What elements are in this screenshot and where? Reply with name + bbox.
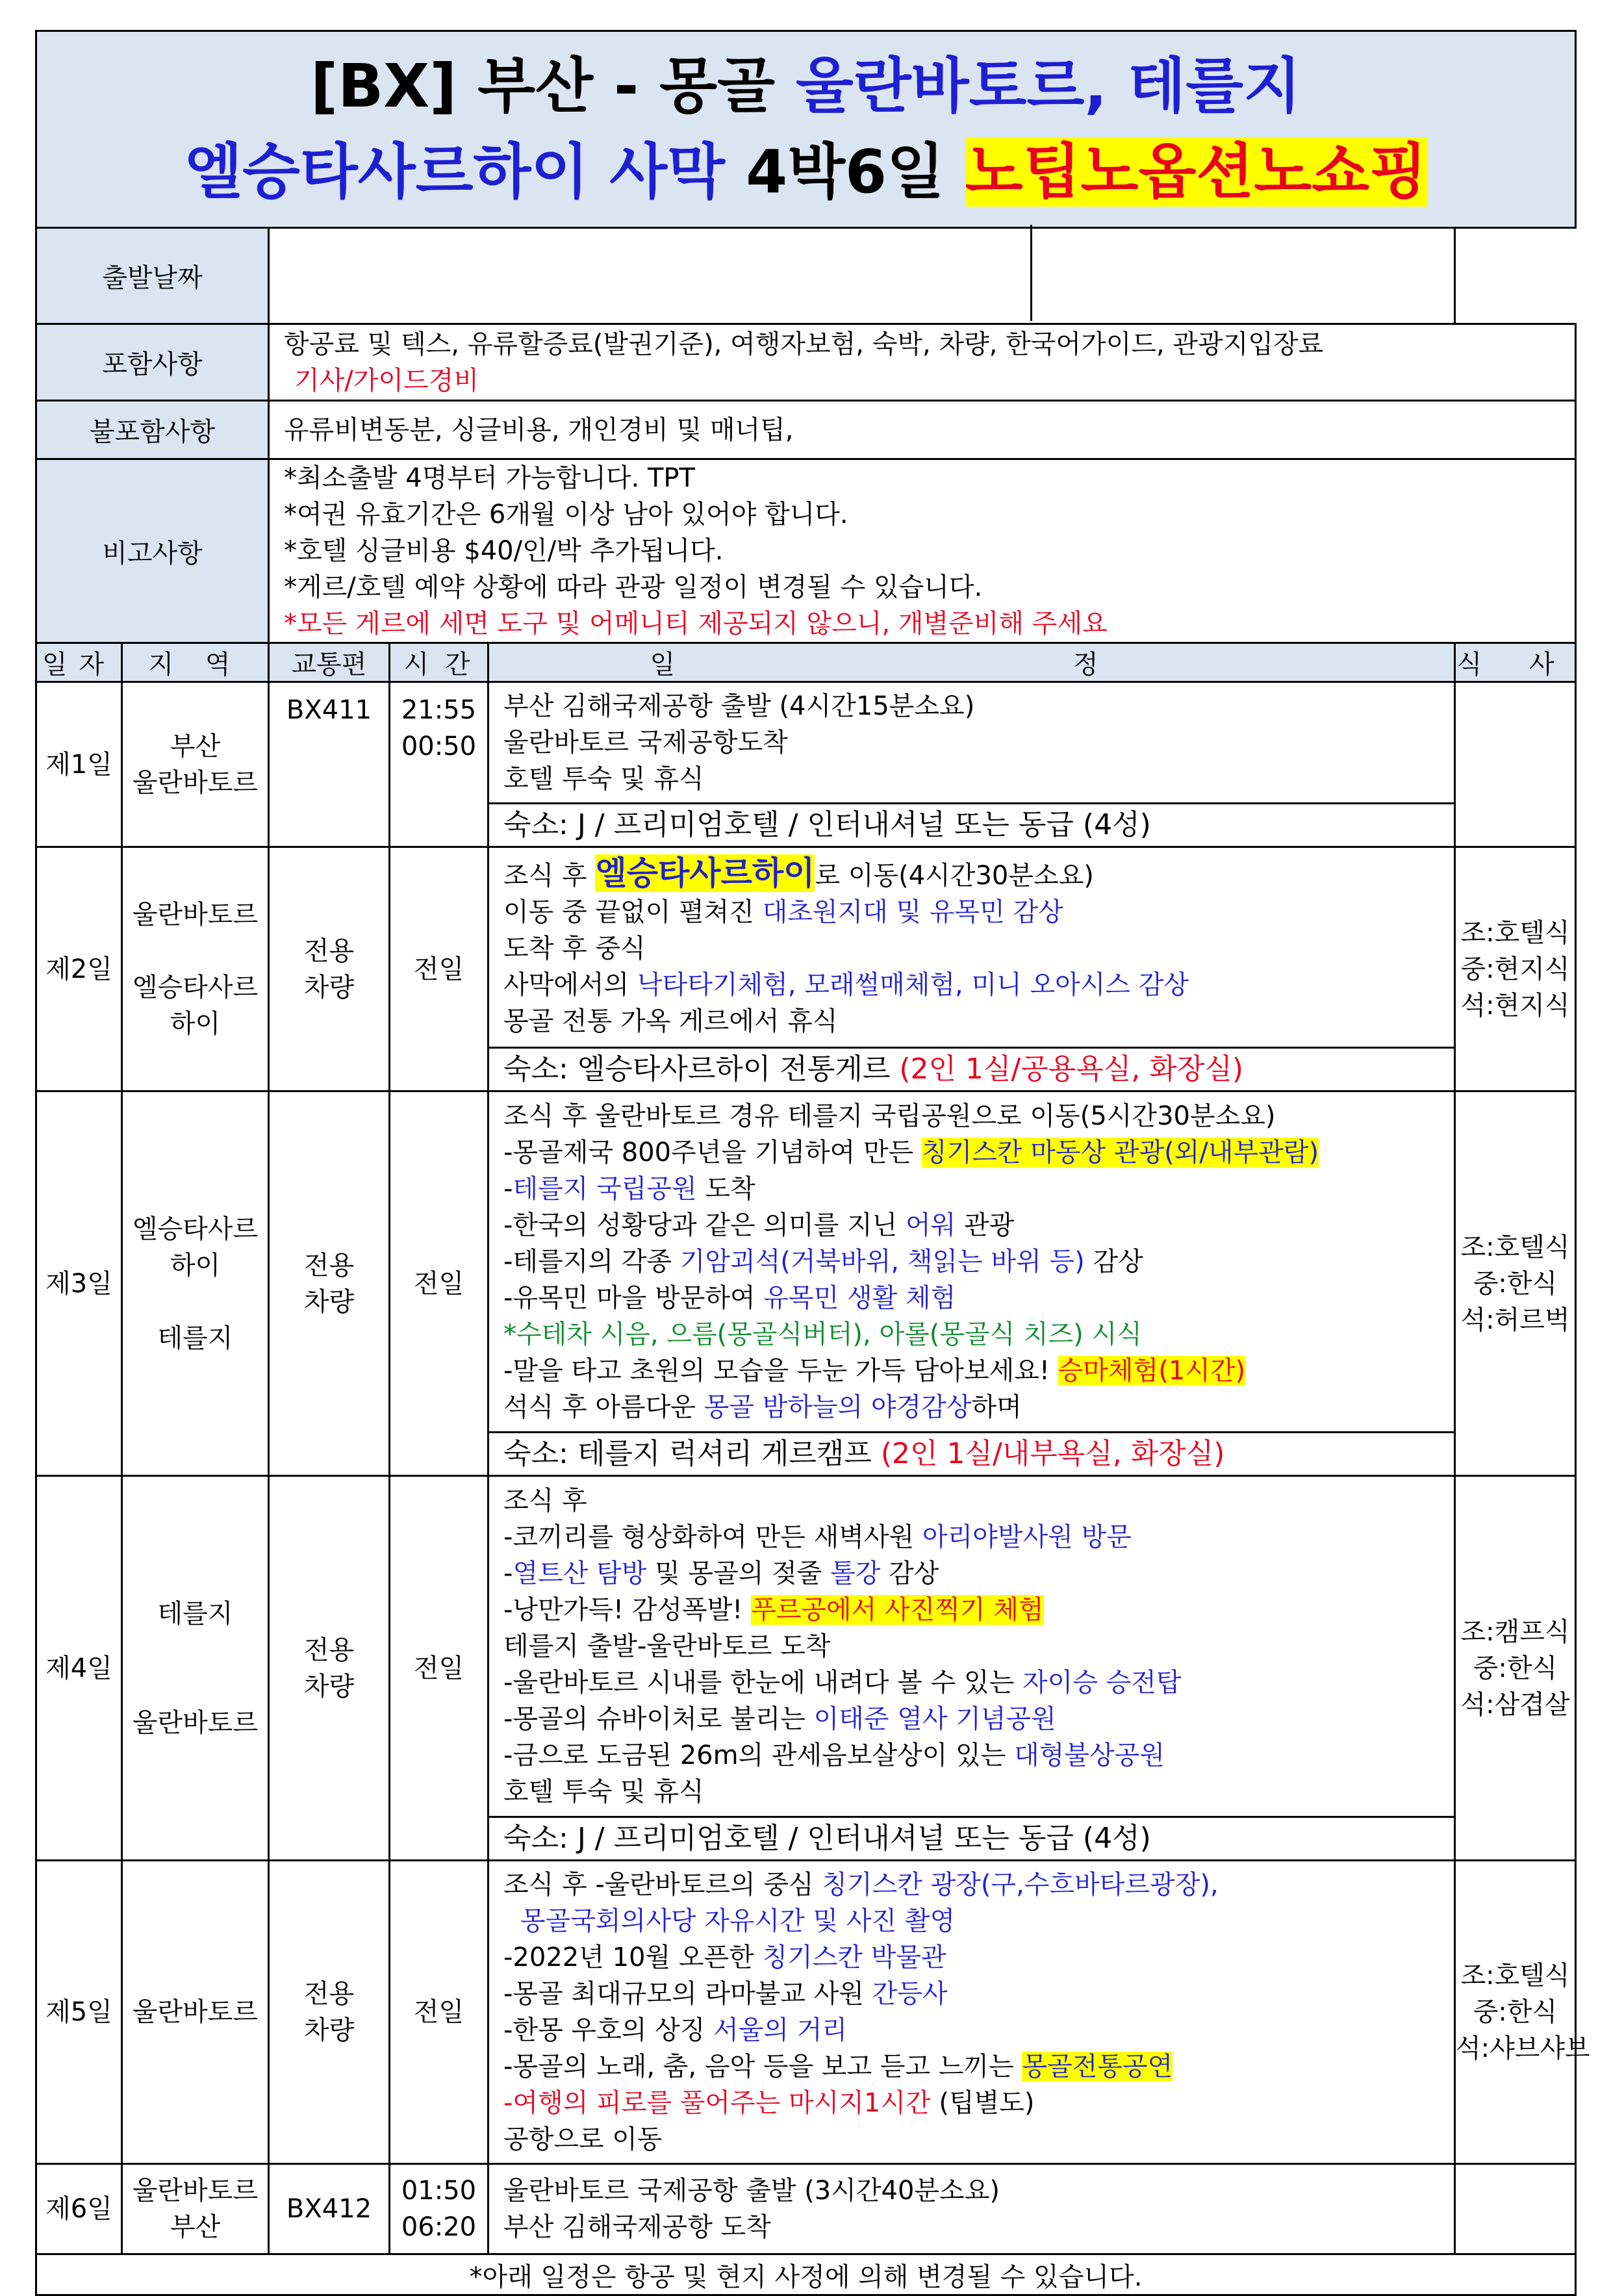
plan-line: 사막에서의 낙타타기체험, 모래썰매체험, 미니 오아시스 감상 [503, 970, 1189, 1000]
day-5-time: 전일 [390, 1861, 488, 2164]
day-3-region-3: 테를지 [157, 1323, 233, 1353]
note-3: *호텔 싱글비용 $40/인/박 추가됩니다. [284, 536, 724, 566]
plan-line: *수테차 시음, 으름(몽골식버터), 아롤(몽골식 치즈) 시식 [503, 1320, 1142, 1349]
plan-line: -여행의 피로를 풀어주는 마시지1시간 (팁별도) [503, 2088, 1035, 2118]
departure-label: 출발날짜 [36, 228, 269, 324]
plan-line: -울란바토르 시내를 한눈에 내려다 볼 수 있는 자이승 승전탑 [503, 1668, 1182, 1698]
day-5-label: 제5일 [36, 1861, 122, 2164]
plan-line: -낭만가득! 감성폭발! 푸르공에서 사진찍기 체험 [503, 1595, 1044, 1625]
day-1-plan [488, 682, 1455, 804]
day-6-time-1: 01:50 [401, 2176, 477, 2206]
day-1-stay: 숙소: J / 프리미엄호텔 / 인터내셔널 또는 동급 (4성) [488, 804, 1455, 847]
plan-line: -테를지의 각종 기암괴석(거북바위, 책읽는 바위 등) 감상 [503, 1247, 1143, 1277]
day-3-transport [269, 1091, 390, 1476]
title-no-tip-badge: 노팁노옵션노쇼핑 [965, 137, 1427, 207]
plan-line: -한몽 우호의 상징 서울의 거리 [503, 2015, 847, 2045]
footer-note: *아래 일정은 항공 및 현지 사정에 의해 변경될 수 있습니다. [36, 2254, 1576, 2295]
note-5-warning: *모든 게르에 세면 도구 및 어메니티 제공되지 않으니, 개별준비해 주세요 [284, 609, 1108, 639]
day-3-time: 전일 [390, 1091, 488, 1476]
plan-line: 호텔 투숙 및 휴식 [503, 764, 704, 794]
day-4-transport-2: 차량 [303, 1671, 355, 1702]
day-6-region-2: 부산 [170, 2212, 221, 2242]
day-1-time-1: 21:55 [401, 695, 477, 725]
meal-lunch: 중:현지식 [1460, 954, 1570, 984]
plan-line: 이동 중 끝없이 펼쳐진 대초원지대 및 유목민 감상 [503, 897, 1063, 927]
day-6-region [122, 2164, 269, 2254]
plan-line: 조식 후 -울란바토르의 중심 칭기스칸 광장(구,수흐바타르광장), [503, 1870, 1219, 1900]
day-2-region-1: 울란바토르 [132, 899, 259, 930]
title-duration: 4박6일 [746, 137, 965, 207]
meal-breakfast: 조:호텔식 [1460, 917, 1570, 948]
day-6-time-2: 06:20 [401, 2212, 477, 2242]
header-schedule: 일 정 [488, 643, 1455, 682]
day-2-region [122, 847, 269, 1091]
meal-lunch: 중:한식 [1473, 1997, 1558, 2027]
day-row [36, 847, 1576, 1048]
day-6-time [390, 2164, 488, 2254]
day-3-stay: 숙소: 테를지 럭셔리 게르캠프 (2인 1실/내부욕실, 화장실) [488, 1433, 1455, 1476]
highlight-desert: 엘승타사르하이 [595, 854, 815, 892]
day-1-meal [1455, 682, 1576, 847]
meal-lunch: 중:한식 [1473, 1268, 1558, 1299]
day-2-transport [269, 847, 390, 1091]
day-3-region-1: 엘승타사르 [132, 1214, 259, 1244]
notes-label: 비고사항 [36, 459, 269, 643]
plan-line: -코끼리를 형상화하여 만든 새벽사원 아리야발사원 방문 [503, 1522, 1132, 1552]
itinerary-sheet [35, 30, 1590, 2296]
excluded-value: 유류비변동분, 싱글비용, 개인경비 및 매너팁, [269, 401, 1576, 459]
day-4-stay: 숙소: J / 프리미엄호텔 / 인터내셔널 또는 동급 (4성) [488, 1817, 1455, 1861]
included-line-2: 기사/가이드경비 [294, 365, 479, 396]
table-header [36, 643, 1576, 682]
header-day: 일자 [36, 643, 122, 682]
header-time: 시 간 [390, 643, 488, 682]
plan-line: -몽골 최대규모의 라마불교 사원 간등사 [503, 1979, 948, 2009]
plan-line: 호텔 투숙 및 휴식 [503, 1777, 704, 1807]
day-2-transport-1: 전용 [303, 936, 355, 966]
note-2: *여권 유효기간은 6개월 이상 남아 있어야 합니다. [284, 500, 848, 529]
day-4-label: 제4일 [36, 1476, 122, 1861]
day-4-transport [269, 1476, 390, 1861]
day-2-time: 전일 [390, 847, 488, 1091]
day-4-region-1: 테를지 [157, 1598, 233, 1629]
day-1-region [122, 682, 269, 847]
meal-dinner: 석:허르벅 [1460, 1305, 1570, 1335]
day-2-label: 제2일 [36, 847, 122, 1091]
plan-line: 몽골 전통 가옥 게르에서 휴식 [503, 1006, 838, 1036]
day-row [36, 2164, 1576, 2254]
day-6-meal [1455, 2164, 1576, 2254]
plan-line: -열트산 탐방 및 몽골의 젖줄 톨강 감상 [503, 1559, 939, 1588]
header-region: 지 역 [122, 643, 269, 682]
day-5-transport-1: 전용 [303, 1979, 355, 2009]
plan-line: 도착 후 중식 [503, 934, 646, 963]
day-1-time-2: 00:50 [401, 732, 477, 761]
included-line-1: 항공료 및 텍스, 유류할증료(발권기준), 여행자보험, 숙박, 차량, 한국어가이드, 관광지입장료 [284, 329, 1324, 359]
plan-line: 조식 후 울란바토르 경유 테를지 국립공원으로 이동(5시간30분소요) [503, 1101, 1276, 1131]
plan-line: 조식 후 [503, 1486, 587, 1516]
day-6-transport: BX412 [269, 2164, 390, 2254]
plan-line: -유목민 마을 방문하여 유목민 생활 체험 [503, 1283, 956, 1313]
plan-line: 몽골국회의사당 자유시간 및 사진 촬영 [520, 1906, 956, 1936]
plan-line: 조식 후 엘승타사르하이로 이동(4시간30분소요) [503, 854, 1094, 892]
header-meal: 식 사 [1455, 643, 1576, 682]
included-value [269, 324, 1576, 401]
day-row [36, 1091, 1576, 1433]
notes-value [269, 459, 1576, 643]
day-1-region-1: 부산 [170, 731, 221, 761]
departure-value-2 [1030, 225, 1575, 321]
meal-lunch: 중:한식 [1473, 1653, 1558, 1683]
plan-line: -몽골의 슈바이처로 불리는 이태준 열사 기념공원 [503, 1704, 1056, 1734]
meal-dinner: 석:현지식 [1460, 990, 1570, 1021]
plan-line: -몽골제국 800주년을 기념하여 만든 칭기스칸 마동상 관광(외/내부관람) [503, 1138, 1319, 1167]
day-6-label: 제6일 [36, 2164, 122, 2254]
day-1-time [390, 682, 488, 847]
plan-line: 석식 후 아름다운 몽골 밤하늘의 야경감상하며 [503, 1392, 1022, 1422]
day-6-region-1: 울란바토르 [132, 2176, 259, 2206]
day-1-label: 제1일 [36, 682, 122, 847]
meal-breakfast: 조:캠프식 [1460, 1616, 1570, 1647]
note-4: *게르/호텔 예약 상황에 따라 관광 일정이 변경될 수 있습니다. [284, 572, 983, 602]
day-3-meal [1455, 1091, 1576, 1476]
day-2-region-2: 엘승타사르 [132, 972, 259, 1002]
meal-dinner: 석:샤브샤브 [1456, 2034, 1590, 2063]
title-prefix: [BX] 부산 - 몽골 [311, 51, 796, 121]
plan-line: 울란바토르 국제공항도착 [503, 728, 788, 758]
day-1-transport: BX411 [269, 682, 390, 847]
day-2-meal [1455, 847, 1576, 1091]
excluded-label: 불포함사항 [36, 401, 269, 459]
plan-line: 테를지 출발-울란바토르 도착 [503, 1631, 831, 1661]
day-4-meal [1455, 1476, 1576, 1861]
plan-line: 부산 김해국제공항 도착 [503, 2212, 771, 2242]
day-3-transport-1: 전용 [303, 1250, 355, 1281]
day-5-meal [1455, 1861, 1590, 2164]
included-label: 포함사항 [36, 324, 269, 401]
day-4-plan [488, 1476, 1455, 1817]
itinerary-table [35, 30, 1590, 2296]
day-3-transport-2: 차량 [303, 1286, 355, 1317]
plan-line: -테를지 국립공원 도착 [503, 1174, 755, 1204]
day-row [36, 682, 1576, 804]
day-4-region-2: 울란바토르 [132, 1707, 259, 1738]
plan-line: 울란바토르 국제공항 출발 (3시간40분소요) [503, 2176, 1000, 2206]
plan-line: -말을 타고 초원의 모습을 두눈 가득 담아보세요! 승마체험(1시간) [503, 1356, 1246, 1386]
day-5-transport-2: 차량 [303, 2015, 355, 2045]
day-3-label: 제3일 [36, 1091, 122, 1476]
day-2-plan [488, 847, 1455, 1048]
day-row [36, 1861, 1576, 2164]
day-3-region-2: 하이 [170, 1250, 221, 1281]
header-transport: 교통편 [269, 643, 390, 682]
meal-dinner: 석:삼겹살 [1460, 1689, 1570, 1720]
day-3-plan [488, 1091, 1455, 1433]
day-2-stay: 숙소: 엘승타사르하이 전통게르 (2인 1실/공용욕실, 화장실) [488, 1048, 1455, 1091]
title-destination: 울란바토르, 테를지 [795, 51, 1301, 121]
day-4-time: 전일 [390, 1476, 488, 1861]
day-2-transport-2: 차량 [303, 972, 355, 1002]
day-4-transport-1: 전용 [303, 1635, 355, 1665]
day-row [36, 1476, 1576, 1817]
plan-line: -금으로 도금된 26m의 관세음보살상이 있는 대형불상공원 [503, 1741, 1165, 1770]
day-5-region: 울란바토르 [122, 1861, 269, 2164]
note-1: *최소출발 4명부터 가능합니다. TPT [284, 463, 695, 493]
day-6-plan [488, 2164, 1455, 2254]
day-1-region-2: 울란바토르 [132, 767, 259, 798]
meal-breakfast: 조:호텔식 [1460, 1232, 1570, 1262]
plan-line: 부산 김해국제공항 출발 (4시간15분소요) [503, 691, 975, 721]
title-desert: 엘승타사르하이 사막 [184, 137, 746, 207]
meal-breakfast: 조:호텔식 [1460, 1961, 1570, 1991]
day-5-plan [488, 1861, 1455, 2164]
day-3-region [122, 1091, 269, 1476]
plan-line: -한국의 성황당과 같은 의미를 지닌 어워 관광 [503, 1210, 1015, 1240]
day-2-region-3: 하이 [170, 1008, 221, 1039]
day-5-transport [269, 1861, 390, 2164]
plan-line: 공항으로 이동 [503, 2124, 663, 2154]
plan-line: -몽골의 노래, 춤, 음악 등을 보고 듣고 느끼는 몽골전통공연 [503, 2052, 1173, 2082]
page-title [36, 31, 1576, 228]
plan-line: -2022년 10월 오픈한 칭기스칸 박물관 [503, 1943, 946, 1972]
day-4-region [122, 1476, 269, 1861]
